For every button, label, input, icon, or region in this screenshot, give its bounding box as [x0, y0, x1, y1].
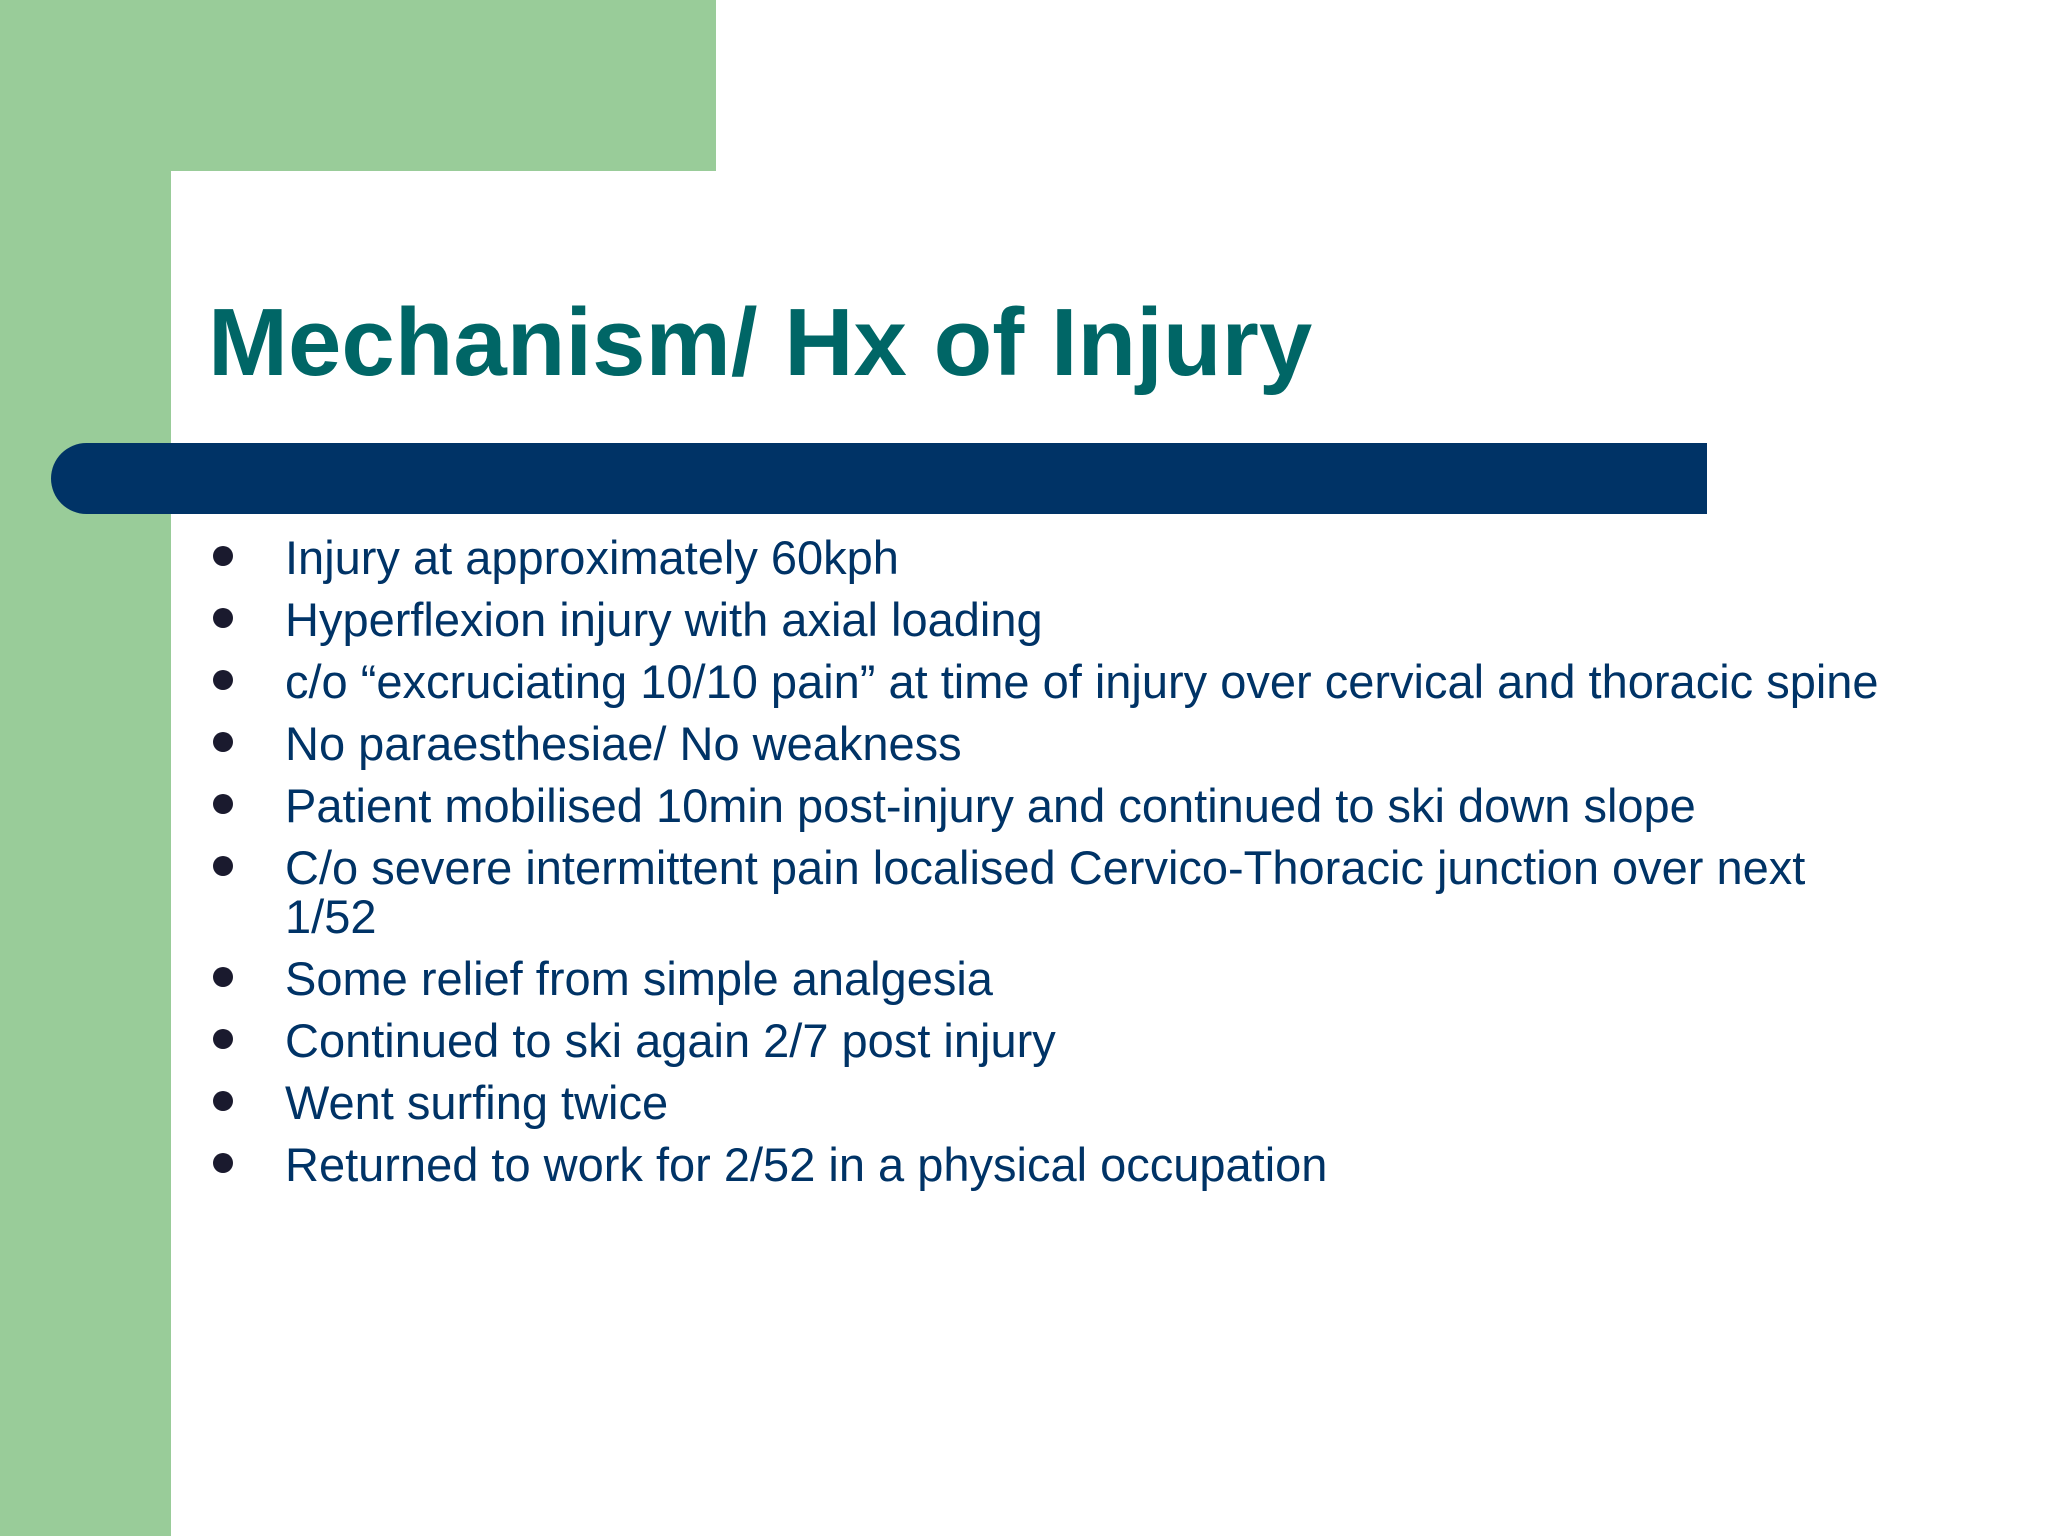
- bullet-text: No paraesthesiae/ No weakness: [285, 717, 962, 770]
- bullet-item: [208, 595, 1888, 644]
- bullet-text: c/o “excruciating 10/10 pain” at time of injury over cervical and thoracic spine: [285, 655, 1879, 708]
- bullet-dot-icon: [213, 967, 233, 987]
- bullet-dot-icon: [213, 1091, 233, 1111]
- bullet-text: Hyperflexion injury with axial loading: [285, 593, 1043, 646]
- bullet-dot-icon: [213, 1153, 233, 1173]
- bullet-item: [208, 1016, 1888, 1065]
- bullet-text: Injury at approximately 60kph: [285, 531, 899, 584]
- green-band-top: [0, 0, 716, 171]
- bullet-text: Continued to ski again 2/7 post injury: [285, 1014, 1056, 1067]
- bullet-item: [208, 719, 1888, 768]
- bullet-list: [208, 533, 1888, 1202]
- bullet-dot-icon: [213, 1029, 233, 1049]
- bullet-item: [208, 657, 1888, 706]
- bullet-item: [208, 843, 1888, 941]
- bullet-dot-icon: [213, 732, 233, 752]
- bullet-item: [208, 533, 1888, 582]
- bullet-text: Some relief from simple analgesia: [285, 952, 993, 1005]
- bullet-text: Went surfing twice: [285, 1076, 669, 1129]
- slide-title: Mechanism/ Hx of Injury: [208, 289, 1313, 396]
- bullet-text: Returned to work for 2/52 in a physical occupation: [285, 1138, 1328, 1191]
- bullet-dot-icon: [213, 856, 233, 876]
- bullet-text: Patient mobilised 10min post-injury and continued to ski down slope: [285, 779, 1696, 832]
- green-band-left: [0, 0, 171, 1536]
- title-underline-bar: [51, 443, 1707, 514]
- bullet-dot-icon: [213, 608, 233, 628]
- bullet-item: [208, 781, 1888, 830]
- bullet-text: C/o severe intermittent pain localised Cervico-Thoracic junction over next 1/52: [285, 841, 1806, 943]
- bullet-dot-icon: [213, 670, 233, 690]
- bullet-item: [208, 1078, 1888, 1127]
- bullet-dot-icon: [213, 546, 233, 566]
- bullet-dot-icon: [213, 794, 233, 814]
- bullet-item: [208, 1140, 1888, 1189]
- bullet-item: [208, 954, 1888, 1003]
